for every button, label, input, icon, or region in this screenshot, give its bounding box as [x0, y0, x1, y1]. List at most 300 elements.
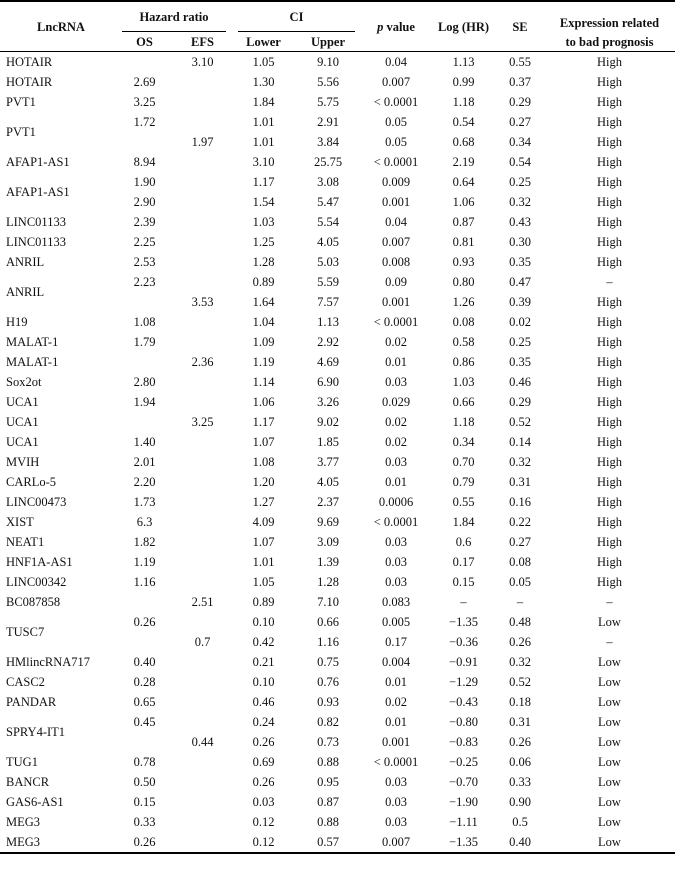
cell-expression: Low: [598, 795, 621, 809]
cell-expression: High: [597, 115, 622, 129]
cell-ci-lower: 0.46: [252, 695, 275, 709]
cell-lncrna: CARLo-5: [6, 475, 56, 489]
cell-log-hr: 0.81: [452, 235, 475, 249]
cell-ci-upper: 0.88: [317, 815, 339, 829]
cell-se: 0.26: [509, 735, 531, 749]
cell-ci-lower: 1.05: [252, 55, 275, 69]
cell-lncrna: LINC00342: [6, 575, 67, 589]
cell-lncrna: ANRIL: [6, 255, 45, 269]
cell-lncrna: MVIH: [6, 455, 40, 469]
cell-os: [116, 52, 173, 73]
cell-ci-upper: 5.47: [317, 195, 339, 209]
cell-ci-upper: 3.77: [317, 455, 339, 469]
cell-log-hr: 1.03: [452, 375, 475, 389]
cell-expression: High: [597, 555, 622, 569]
cell-lncrna: SPRY4-IT1: [6, 725, 66, 739]
cell-lncrna: HOTAIR: [6, 75, 53, 89]
cell-se: 0.52: [509, 675, 531, 689]
cell-ci-upper: 2.92: [317, 335, 339, 349]
cell-efs: [173, 652, 232, 672]
cell-ci-lower: 1.64: [252, 295, 275, 309]
cell-efs: 0.7: [194, 635, 211, 649]
cell-ci-upper: 2.37: [317, 495, 339, 509]
cell-p-value: 0.03: [385, 795, 407, 809]
cell-expression: High: [597, 255, 622, 269]
cell-se: 0.47: [509, 275, 531, 289]
cell-os: 0.50: [133, 775, 156, 789]
cell-p-value: 0.007: [381, 235, 411, 249]
cell-ci-lower: 1.07: [252, 435, 275, 449]
cell-efs: [173, 112, 232, 132]
cell-expression: High: [597, 235, 622, 249]
cell-os: 2.80: [133, 375, 156, 389]
cell-efs: [173, 512, 232, 532]
cell-p-value: < 0.0001: [373, 315, 419, 329]
cell-efs: [173, 72, 232, 92]
cell-se: 0.32: [509, 655, 531, 669]
cell-p-value: 0.17: [385, 635, 407, 649]
cell-efs: [173, 312, 232, 332]
cell-expression: –: [606, 595, 613, 609]
cell-expression: High: [597, 315, 622, 329]
cell-ci-lower: 1.09: [252, 335, 275, 349]
cell-ci-lower: 4.09: [252, 515, 275, 529]
cell-efs: [173, 672, 232, 692]
cell-efs: 3.25: [191, 415, 214, 429]
cell-log-hr: −0.91: [449, 655, 478, 669]
cell-expression: Low: [598, 715, 621, 729]
cell-efs: [173, 272, 232, 292]
cell-p-value: 0.03: [385, 375, 407, 389]
cell-p-value: 0.02: [385, 695, 407, 709]
cell-os: 2.39: [133, 215, 156, 229]
cell-p-value: 0.029: [381, 395, 411, 409]
cell-os: 0.26: [133, 615, 156, 629]
cell-p-value: 0.01: [385, 475, 407, 489]
cell-ci-upper: 5.54: [317, 215, 339, 229]
cell-ci-lower: 1.25: [252, 235, 275, 249]
cell-log-hr: 0.93: [452, 255, 475, 269]
cell-efs: 2.36: [191, 355, 214, 369]
cell-ci-upper: 6.90: [317, 375, 339, 389]
cell-expression: High: [597, 455, 622, 469]
col-header-upper: Upper: [310, 34, 346, 49]
cell-se: 0.5: [512, 815, 528, 829]
cell-efs: 1.97: [191, 135, 214, 149]
cell-se: 0.37: [509, 75, 531, 89]
cell-lncrna: NEAT1: [6, 535, 45, 549]
cell-efs: [173, 772, 232, 792]
cell-ci-lower: 1.03: [252, 215, 275, 229]
cell-se: 0.40: [496, 832, 544, 853]
cell-se: 0.33: [509, 775, 531, 789]
cell-os: 1.90: [133, 175, 156, 189]
cell-os: [116, 132, 173, 152]
cell-efs: [173, 172, 232, 192]
table-row: [0, 352, 675, 372]
cell-ci-upper: 0.93: [317, 695, 339, 709]
table-row: [0, 472, 675, 492]
cell-os: 2.20: [133, 475, 156, 489]
cell-log-hr: −1.35: [431, 832, 496, 853]
cell-ci-upper: 5.03: [317, 255, 339, 269]
cell-p-value: < 0.0001: [373, 755, 419, 769]
cell-ci-upper: 0.57: [295, 832, 361, 853]
cell-lncrna: HOTAIR: [6, 55, 53, 69]
cell-ci-lower: 0.42: [252, 635, 275, 649]
table-row: [0, 572, 675, 592]
cell-efs: [173, 92, 232, 112]
table-row: [0, 692, 675, 712]
table-row: [0, 392, 675, 412]
cell-se: 0.43: [509, 215, 531, 229]
cell-ci-upper: 5.59: [317, 275, 339, 289]
col-header-expression-line2: to bad prognosis: [565, 34, 654, 49]
cell-log-hr: 0.66: [452, 395, 475, 409]
cell-ci-upper: 0.75: [317, 655, 339, 669]
cell-ci-lower: 1.01: [252, 555, 275, 569]
cell-log-hr: 0.99: [452, 75, 475, 89]
cell-os: [116, 592, 173, 612]
cell-os: 6.3: [136, 515, 153, 529]
cell-efs: [173, 692, 232, 712]
cell-expression: High: [597, 535, 622, 549]
cell-expression: High: [597, 195, 622, 209]
table-row: [0, 652, 675, 672]
cell-p-value: 0.008: [381, 255, 411, 269]
table-row: [0, 172, 675, 192]
cell-se: 0.55: [509, 55, 531, 69]
cell-os: 1.08: [133, 315, 156, 329]
cell-p-value: 0.004: [381, 655, 411, 669]
cell-ci-lower: 1.54: [252, 195, 275, 209]
cell-p-value: 0.01: [385, 715, 407, 729]
p-italic: p: [377, 19, 384, 34]
cell-lncrna: PVT1: [6, 125, 36, 139]
cell-os: [116, 292, 173, 312]
cell-se: 0.06: [509, 755, 531, 769]
cell-lncrna: HMlincRNA717: [6, 655, 91, 669]
cell-lncrna: TUSC7: [6, 625, 45, 639]
cell-log-hr: −0.25: [449, 755, 478, 769]
cell-log-hr: −1.90: [449, 795, 478, 809]
header-row-1: [0, 1, 675, 32]
cell-log-hr: –: [460, 595, 467, 609]
cell-lncrna: LINC00473: [6, 495, 67, 509]
cell-p-value: 0.03: [385, 535, 407, 549]
cell-efs: [173, 712, 232, 732]
cell-ci-lower: 0.69: [252, 755, 275, 769]
cell-log-hr: 1.06: [452, 195, 475, 209]
cell-os: [116, 632, 173, 652]
table-row: [0, 432, 675, 452]
cell-expression: High: [597, 215, 622, 229]
cell-log-hr: 0.34: [452, 435, 475, 449]
cell-expression: High: [597, 95, 622, 109]
col-header-lower: Lower: [246, 34, 281, 49]
cell-ci-upper: 3.09: [317, 535, 339, 549]
cell-log-hr: 0.6: [455, 535, 472, 549]
cell-efs: [173, 752, 232, 772]
cell-expression: Low: [598, 755, 621, 769]
cell-p-value: 0.02: [385, 415, 407, 429]
cell-p-value: 0.02: [385, 435, 407, 449]
table-row: [0, 232, 675, 252]
cell-os: 1.40: [133, 435, 156, 449]
cell-expression: Low: [598, 815, 621, 829]
table-row: [0, 412, 675, 432]
table-row: [0, 552, 675, 572]
cell-expression: High: [597, 295, 622, 309]
table-header: [0, 1, 675, 52]
cell-efs: [173, 432, 232, 452]
cell-log-hr: 0.64: [452, 175, 475, 189]
cell-efs: [173, 792, 232, 812]
cell-p-value: 0.04: [385, 55, 407, 69]
cell-lncrna: PVT1: [6, 95, 36, 109]
cell-p-value: 0.03: [385, 555, 407, 569]
cell-ci-lower: 0.10: [252, 615, 275, 629]
cell-lncrna: UCA1: [6, 395, 39, 409]
cell-lncrna: LINC01133: [6, 215, 66, 229]
cell-log-hr: 0.86: [452, 355, 475, 369]
cell-p-value: 0.007: [381, 75, 411, 89]
col-header-p-value: [361, 1, 431, 52]
cell-p-value: < 0.0001: [373, 155, 419, 169]
table-row: [0, 812, 675, 832]
cell-log-hr: 2.19: [452, 155, 475, 169]
table-row: [0, 372, 675, 392]
cell-efs: [173, 572, 232, 592]
cell-p-value: 0.03: [385, 575, 407, 589]
cell-se: 0.34: [509, 135, 531, 149]
table-row: [0, 752, 675, 772]
cell-efs: [173, 192, 232, 212]
cell-ci-lower: 1.14: [252, 375, 275, 389]
table-row: [0, 532, 675, 552]
cell-p-value: 0.005: [381, 615, 411, 629]
cell-ci-lower: 0.89: [252, 275, 275, 289]
cell-p-value: 0.001: [381, 295, 411, 309]
cell-lncrna: HNF1A-AS1: [6, 555, 73, 569]
cell-log-hr: 0.55: [452, 495, 475, 509]
cell-expression: Low: [544, 832, 675, 853]
cell-se: 0.05: [509, 575, 531, 589]
cell-expression: Low: [598, 655, 621, 669]
cell-os: 0.33: [133, 815, 156, 829]
cell-os: 2.69: [133, 75, 156, 89]
cell-ci-upper: 7.57: [317, 295, 339, 309]
cell-expression: High: [597, 375, 622, 389]
cell-log-hr: 0.80: [452, 275, 475, 289]
table-row: [0, 512, 675, 532]
cell-expression: High: [597, 515, 622, 529]
cell-se: 0.30: [509, 235, 531, 249]
cell-efs: [173, 372, 232, 392]
table-row: [0, 592, 675, 612]
col-header-ci: CI: [232, 1, 361, 32]
cell-efs: [173, 532, 232, 552]
cell-efs: [173, 492, 232, 512]
cell-lncrna: BANCR: [6, 775, 50, 789]
cell-se: 0.29: [509, 95, 531, 109]
cell-os: [116, 412, 173, 432]
cell-ci-lower: 1.17: [252, 175, 275, 189]
cell-lncrna: AFAP1-AS1: [6, 155, 70, 169]
cell-os: 2.23: [133, 275, 156, 289]
cell-expression: –: [606, 275, 613, 289]
cell-lncrna: LINC01133: [6, 235, 66, 249]
cell-p-value: 0.0006: [378, 495, 414, 509]
table-row: [0, 112, 675, 132]
cell-log-hr: 0.17: [452, 555, 475, 569]
cell-p-value: < 0.0001: [373, 515, 419, 529]
cell-ci-lower: 0.24: [252, 715, 275, 729]
cell-os: 1.19: [133, 555, 156, 569]
cell-ci-upper: 0.76: [317, 675, 339, 689]
cell-os: [116, 732, 173, 752]
cell-os: 2.01: [133, 455, 156, 469]
cell-expression: Low: [598, 695, 621, 709]
cell-os: [116, 352, 173, 372]
cell-ci-upper: 0.87: [317, 795, 339, 809]
cell-expression: High: [597, 575, 622, 589]
cell-p-value: 0.03: [385, 775, 407, 789]
cell-efs: [173, 332, 232, 352]
cell-expression: High: [597, 175, 622, 189]
cell-ci-lower: 1.01: [252, 135, 275, 149]
cell-log-hr: −1.29: [449, 675, 478, 689]
cell-se: 0.26: [509, 635, 531, 649]
cell-se: 0.25: [509, 335, 531, 349]
cell-os: 3.25: [133, 95, 156, 109]
table-row: [0, 492, 675, 512]
cell-se: 0.29: [509, 395, 531, 409]
cell-se: 0.02: [509, 315, 531, 329]
cell-lncrna: XIST: [6, 515, 34, 529]
cell-ci-upper: 3.08: [317, 175, 339, 189]
cell-expression: Low: [598, 775, 621, 789]
cell-ci-lower: 0.89: [252, 595, 275, 609]
cell-p-value: 0.05: [385, 115, 407, 129]
table-row: [0, 312, 675, 332]
cell-se: 0.31: [509, 475, 531, 489]
cell-ci-upper: 4.69: [317, 355, 339, 369]
table-row: [0, 252, 675, 272]
cell-ci-lower: 1.06: [252, 395, 275, 409]
cell-lncrna: UCA1: [6, 435, 39, 449]
cell-ci-upper: 0.66: [317, 615, 339, 629]
cell-se: 0.35: [509, 255, 531, 269]
cell-se: 0.90: [509, 795, 531, 809]
cell-log-hr: 0.68: [452, 135, 475, 149]
cell-se: 0.22: [509, 515, 531, 529]
cell-se: –: [516, 595, 524, 609]
cell-ci-lower: 0.12: [232, 832, 295, 853]
cell-ci-upper: 1.16: [317, 635, 339, 649]
cell-expression: High: [597, 475, 622, 489]
cell-lncrna: ANRIL: [6, 285, 45, 299]
cell-log-hr: −0.83: [449, 735, 478, 749]
cell-p-value: 0.05: [385, 135, 407, 149]
cell-os: 1.72: [133, 115, 156, 129]
cell-expression: Low: [598, 615, 621, 629]
cell-log-hr: −1.11: [449, 815, 478, 829]
cell-log-hr: −0.36: [449, 635, 478, 649]
cell-ci-lower: 1.08: [252, 455, 275, 469]
cell-efs: 3.10: [191, 55, 214, 69]
cell-se: 0.14: [509, 435, 531, 449]
table-row: [0, 72, 675, 92]
col-header-efs: EFS: [191, 34, 214, 49]
table-row: [0, 712, 675, 732]
cell-efs: [173, 152, 232, 172]
cell-lncrna: AFAP1-AS1: [6, 185, 70, 199]
table-body: [0, 52, 675, 854]
cell-se: 0.31: [509, 715, 531, 729]
cell-ci-upper: 0.95: [317, 775, 339, 789]
cell-ci-lower: 1.05: [252, 575, 275, 589]
col-header-hazard-ratio: Hazard ratio: [116, 1, 232, 32]
cell-ci-upper: 0.82: [317, 715, 339, 729]
cell-log-hr: 0.79: [452, 475, 475, 489]
cell-ci-lower: 1.01: [252, 115, 275, 129]
cell-ci-lower: 1.20: [252, 475, 275, 489]
cell-ci-upper: 2.91: [317, 115, 339, 129]
cell-p-value: 0.03: [385, 815, 407, 829]
cell-efs: [173, 452, 232, 472]
cell-ci-upper: 3.84: [317, 135, 339, 149]
cell-efs: [173, 232, 232, 252]
table-row: [0, 452, 675, 472]
cell-os: 0.26: [116, 832, 173, 853]
col-header-expression-line1: Expression related: [559, 16, 660, 30]
cell-os: 1.73: [133, 495, 156, 509]
cell-ci-upper: 0.73: [317, 735, 339, 749]
cell-ci-upper: 9.69: [317, 515, 339, 529]
col-header-log-hr: Log (HR): [437, 19, 490, 34]
cell-ci-upper: 1.85: [317, 435, 339, 449]
table-row: [0, 52, 675, 73]
cell-log-hr: −0.70: [449, 775, 478, 789]
table-row: [0, 612, 675, 632]
cell-lncrna: GAS6-AS1: [6, 795, 64, 809]
cell-lncrna: Sox2ot: [6, 375, 42, 389]
cell-ci-upper: 1.13: [317, 315, 339, 329]
cell-efs: 0.44: [191, 735, 214, 749]
cell-p-value: 0.001: [381, 735, 411, 749]
cell-lncrna: MALAT-1: [6, 335, 59, 349]
cell-expression: Low: [598, 675, 621, 689]
cell-efs: [173, 472, 232, 492]
cell-log-hr: 1.84: [452, 515, 475, 529]
cell-os: 0.78: [133, 755, 156, 769]
cell-log-hr: 0.08: [452, 315, 475, 329]
cell-lncrna: MALAT-1: [6, 355, 59, 369]
cell-os: 2.53: [133, 255, 156, 269]
cell-ci-lower: 1.30: [252, 75, 275, 89]
table-row: [0, 92, 675, 112]
cell-p-value: 0.02: [385, 335, 407, 349]
cell-log-hr: 1.26: [452, 295, 475, 309]
cell-os: 0.65: [133, 695, 156, 709]
cell-p-value: 0.01: [385, 355, 407, 369]
cell-ci-upper: 0.88: [317, 755, 339, 769]
cell-ci-upper: 7.10: [317, 595, 339, 609]
cell-efs: [173, 612, 232, 632]
table-row: [0, 832, 675, 853]
cell-efs: [173, 252, 232, 272]
